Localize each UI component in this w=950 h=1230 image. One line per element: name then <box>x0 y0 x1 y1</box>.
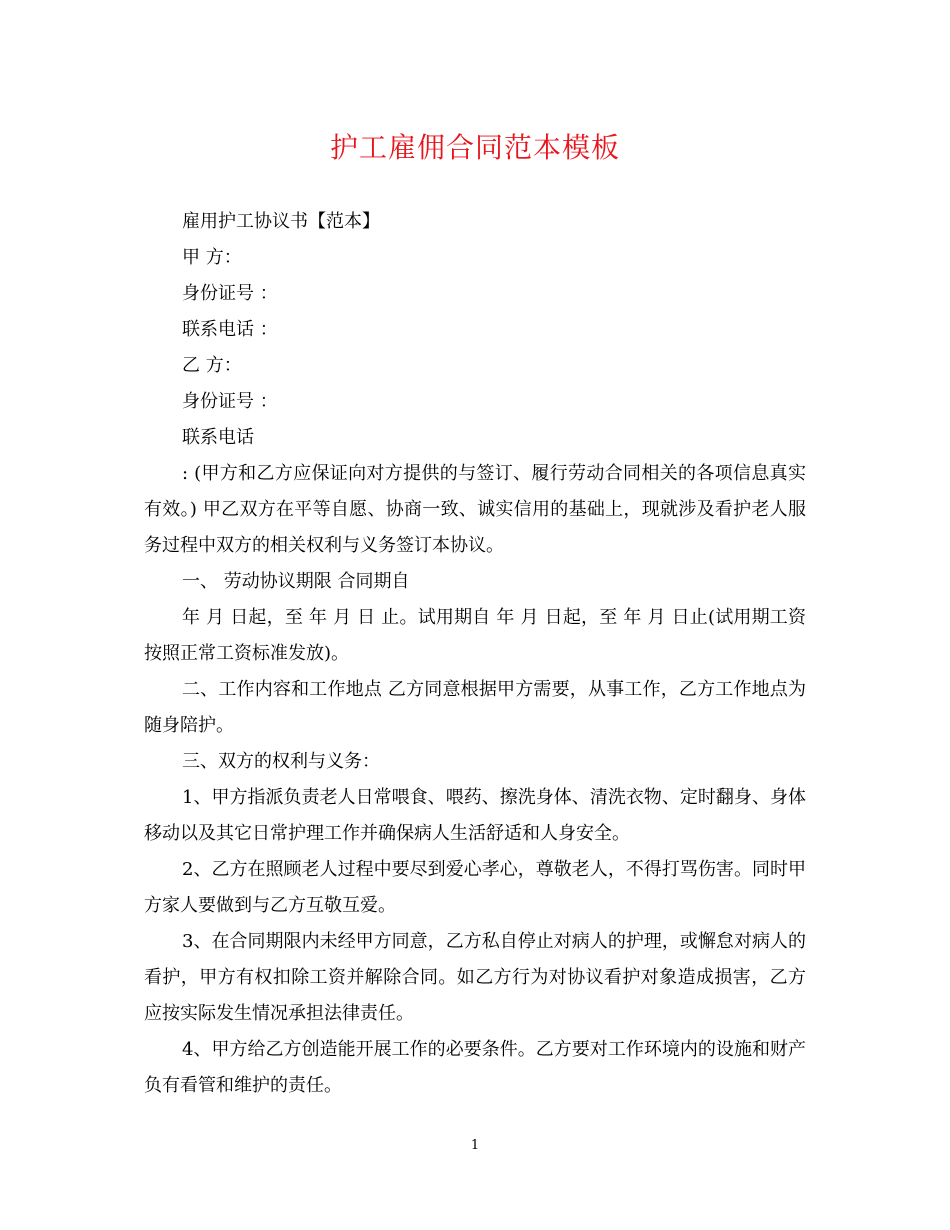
paragraph-clause-4: 4、甲方给乙方创造能开展工作的必要条件。乙方要对工作环境内的设施和财产负有看管和维护的责任。 <box>144 1039 806 1096</box>
paragraph-term: 年 月 日起，至 年 月 日 止。试用期自 年 月 日起，至 年 月 日止(试用期工资按照正常工资标准发放)。 <box>144 607 806 664</box>
paragraph-section-2: 二、工作内容和工作地点 乙方同意根据甲方需要，从事工作，乙方工作地点为随身陪护。 <box>144 679 806 736</box>
paragraph-party-a-phone: 联系电话 ： <box>182 319 278 340</box>
paragraph-party-b: 乙 方： <box>182 355 242 376</box>
page-number: 1 <box>470 1138 480 1153</box>
paragraph-clause-3: 3、在合同期限内未经甲方同意，乙方私自停止对病人的护理，或懈怠对病人的看护，甲方有权扣除工资并解除合同。如乙方行为对协议看护对象造成损害，乙方应按实际发生情况承担法律责任。 <box>144 931 806 1024</box>
paragraph-section-1: 一、 劳动协议期限 合同期自 <box>182 571 410 592</box>
paragraph-preamble: : (甲方和乙方应保证向对方提供的与签订、履行劳动合同相关的各项信息真实有效。) 甲乙双方在平等自愿、协商一致、诚实信用的基础上，现就涉及看护老人服务过程中双方的相关权利与义务签订本协议。 <box>144 463 806 556</box>
paragraph-clause-1: 1、甲方指派负责老人日常喂食、喂药、擦洗身体、清洗衣物、定时翻身、身体移动以及其它日常护理工作并确保病人生活舒适和人身安全。 <box>144 787 806 844</box>
document-body <box>144 204 806 1104</box>
paragraph-section-3: 三、双方的权利与义务： <box>182 751 380 772</box>
paragraph-party-b-phone: 联系电话 <box>182 427 254 448</box>
paragraph-party-b-id: 身份证号 ： <box>182 391 278 412</box>
page-title: 护工雇佣合同范本模板 <box>329 131 620 164</box>
paragraph-subtitle: 雇用护工协议书【范本】 <box>182 211 380 232</box>
paragraph-party-a-id: 身份证号 ： <box>182 283 278 304</box>
paragraph-party-a: 甲 方： <box>182 247 242 268</box>
paragraph-clause-2: 2、乙方在照顾老人过程中要尽到爱心孝心，尊敬老人，不得打骂伤害。同时甲方家人要做到与乙方互敬互爱。 <box>144 859 806 916</box>
